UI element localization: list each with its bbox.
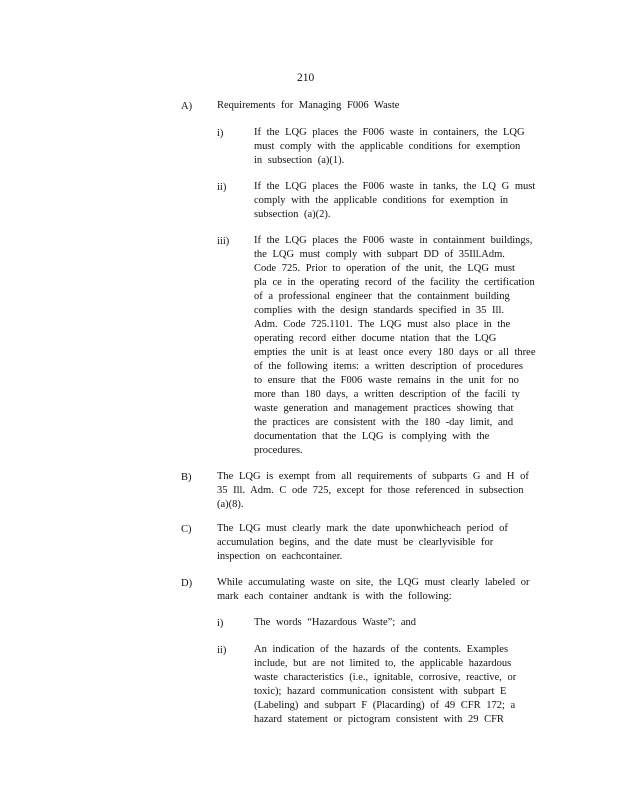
text-line: of a professional engineer that the containment building: [254, 291, 510, 302]
item-a-ii-text: [254, 180, 534, 222]
text-line: procedures.: [254, 445, 303, 456]
item-d-i-text: [254, 616, 534, 630]
text-line: Adm. Code 725.1101. The LQG must also place in the: [254, 319, 511, 330]
text-line: accumulation begins, and the date must be clearlyvisible for: [217, 537, 494, 548]
text-line: toxic); hazard communication consistent with subpart E: [254, 686, 507, 697]
text-line: 35 Ill. Adm. C ode 725, except for those referenced in subsection: [217, 485, 524, 496]
text-line: While accumulating waste on site, the LQG must clearly labeled or: [217, 577, 530, 588]
text-line: in subsection (a)(1).: [254, 155, 345, 166]
item-a-ii-label: ii): [217, 182, 227, 193]
item-d-ii-text: [254, 643, 539, 727]
text-line: An indication of the hazards of the contents. Examples: [254, 644, 509, 655]
text-line: If the LQG places the F006 waste in containment buildings,: [254, 235, 533, 246]
section-d-label: D): [181, 578, 193, 589]
text-line: operating record either docume ntation that the LQG: [254, 333, 497, 344]
text-line: pla ce in the operating record of the facility the certification: [254, 277, 535, 288]
text-line: waste characteristics (i.e., ignitable, corrosive, reactive, or: [254, 672, 517, 683]
item-a-iii-text: [254, 234, 539, 458]
text-line: of the following items: a written description of procedures: [254, 361, 523, 372]
section-a-heading: Requirements for Managing F006 Waste: [217, 100, 400, 111]
text-line: include, but are not limited to, the applicable hazardous: [254, 658, 512, 669]
text-line: to ensure that the F006 waste remains in the unit for no: [254, 375, 519, 386]
text-line: subsection (a)(2).: [254, 209, 331, 220]
text-line: waste generation and management practices showing that: [254, 403, 514, 414]
item-d-i-label: i): [217, 618, 224, 629]
text-line: If the LQG places the F006 waste in containers, the LQG: [254, 127, 525, 138]
text-line: The LQG must clearly mark the date uponwhicheach period of: [217, 523, 508, 534]
section-b-label: B): [181, 472, 192, 483]
text-line: The LQG is exempt from all requirements of subparts G and H of: [217, 471, 529, 482]
section-d-text: [217, 576, 542, 604]
text-line: inspection on eachcontainer.: [217, 551, 343, 562]
text-line: the LQG must comply with subpart DD of 35Ill.Adm.: [254, 249, 505, 260]
text-line: The words “Hazardous Waste”; and: [254, 617, 416, 628]
item-a-i-label: i): [217, 128, 224, 139]
text-line: complies with the design standards specified in 35 Ill.: [254, 305, 504, 316]
text-line: (a)(8).: [217, 499, 244, 510]
text-line: empties the unit is at least once every 180 days or all three: [254, 347, 536, 358]
section-a-label: A): [181, 101, 193, 112]
text-line: hazard statement or pictogram consistent with 29 CFR: [254, 714, 504, 725]
text-line: If the LQG places the F006 waste in tanks, the LQ G must: [254, 181, 536, 192]
text-line: comply with the applicable conditions for exemption in: [254, 195, 508, 206]
text-line: Code 725. Prior to operation of the unit, the LQG must: [254, 263, 515, 274]
text-line: the practices are consistent with the 180 -day limit, and: [254, 417, 514, 428]
section-c-text: [217, 522, 537, 564]
item-a-i-text: [254, 126, 534, 168]
text-line: more than 180 days, a written description of the facili ty: [254, 389, 520, 400]
text-line: mark each container andtank is with the following:: [217, 591, 452, 602]
section-b-text: [217, 470, 542, 512]
text-line: documentation that the LQG is complying with the: [254, 431, 490, 442]
text-line: (Labeling) and subpart F (Placarding) of 49 CFR 172; a: [254, 700, 516, 711]
page-number: 210: [297, 72, 315, 84]
item-a-iii-label: iii): [217, 236, 230, 247]
section-c-label: C): [181, 524, 192, 535]
text-line: must comply with the applicable conditions for exemption: [254, 141, 521, 152]
item-d-ii-label: ii): [217, 645, 227, 656]
